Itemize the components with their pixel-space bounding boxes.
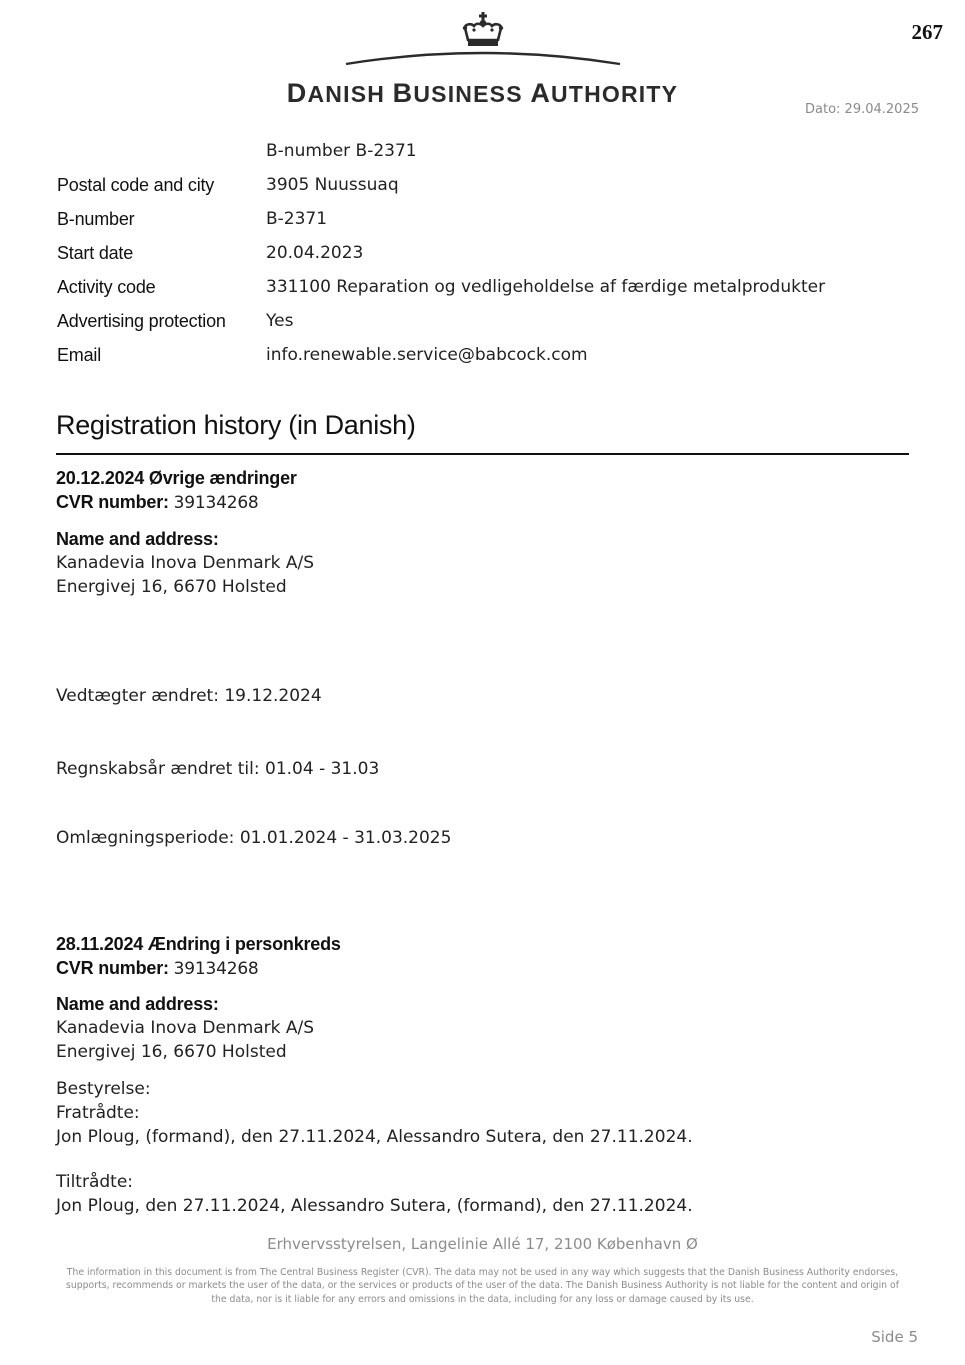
entry-company-name: Kanadevia Inova Denmark A/S bbox=[56, 553, 315, 573]
activity-code-label: Activity code bbox=[57, 277, 156, 297]
registration-history-title: Registration history (in Danish) bbox=[56, 410, 416, 440]
entry-cvr: CVR number: 39134268 bbox=[56, 958, 259, 979]
entry-company-name: Kanadevia Inova Denmark A/S bbox=[56, 1018, 315, 1038]
entry-company-address: Energivej 16, 6670 Holsted bbox=[56, 577, 287, 597]
entry-company-address: Energivej 16, 6670 Holsted bbox=[56, 1042, 287, 1062]
footer-address: Erhvervsstyrelsen, Langelinie Allé 17, 2100 København Ø bbox=[267, 1235, 698, 1253]
advertising-protection-value: Yes bbox=[266, 311, 294, 331]
bnumber-value: B-2371 bbox=[266, 209, 328, 229]
logo-text: DANISH BUSINESS AUTHORITY bbox=[286, 78, 679, 108]
bnumber-label: B-number bbox=[57, 209, 135, 229]
entry-name-label: Name and address: bbox=[56, 529, 219, 549]
entry-name-label: Name and address: bbox=[56, 994, 219, 1014]
entry-line: Fratrådte: bbox=[56, 1103, 140, 1123]
danish-business-authority-logo bbox=[0, 12, 965, 107]
page-number: 267 bbox=[911, 20, 943, 44]
entry-heading: 28.11.2024 Ændring i personkreds bbox=[56, 934, 341, 954]
entry-line: Omlægningsperiode: 01.01.2024 - 31.03.2025 bbox=[56, 828, 452, 848]
crown-icon bbox=[459, 12, 507, 52]
document-date: Dato: 29.04.2025 bbox=[805, 102, 919, 117]
entry-line: Bestyrelse: bbox=[56, 1079, 151, 1099]
postal-code-value: 3905 Nuussuaq bbox=[266, 175, 399, 195]
advertising-protection-label: Advertising protection bbox=[57, 311, 226, 331]
bnumber-top-line: B-number B-2371 bbox=[266, 141, 417, 161]
entry-cvr: CVR number: 39134268 bbox=[56, 492, 259, 513]
postal-code-label: Postal code and city bbox=[57, 175, 215, 195]
start-date-value: 20.04.2023 bbox=[266, 243, 364, 263]
footer-disclaimer: The information in this document is from The Central Business Register (CVR). The data may not be used in any way which suggests that the Danish Business Authority endorses, supports, recommends or markets the user of the data, or the services or products of the user of the data. The Danish Business Authority is not liable for the content and origin of the data, nor is it liable for any errors and omissions in the data, including for any loss or damage caused by its use. bbox=[66, 1267, 899, 1305]
entry-line: Jon Ploug, den 27.11.2024, Alessandro Sutera, (formand), den 27.11.2024. bbox=[56, 1196, 693, 1216]
footer-page-number: Side 5 bbox=[871, 1328, 918, 1346]
entry-line: Vedtægter ændret: 19.12.2024 bbox=[56, 686, 322, 706]
logo-arc bbox=[344, 48, 622, 66]
email-value: info.renewable.service@babcock.com bbox=[266, 345, 588, 365]
entry-heading: 20.12.2024 Øvrige ændringer bbox=[56, 468, 297, 488]
entry-line: Regnskabsår ændret til: 01.04 - 31.03 bbox=[56, 759, 380, 779]
start-date-label: Start date bbox=[57, 243, 134, 263]
entry-line: Jon Ploug, (formand), den 27.11.2024, Alessandro Sutera, den 27.11.2024. bbox=[56, 1127, 693, 1147]
title-divider bbox=[56, 453, 909, 455]
entry-line: Tiltrådte: bbox=[56, 1172, 134, 1192]
activity-code-value: 331100 Reparation og vedligeholdelse af færdige metalprodukter bbox=[266, 277, 826, 297]
email-label: Email bbox=[57, 345, 102, 365]
